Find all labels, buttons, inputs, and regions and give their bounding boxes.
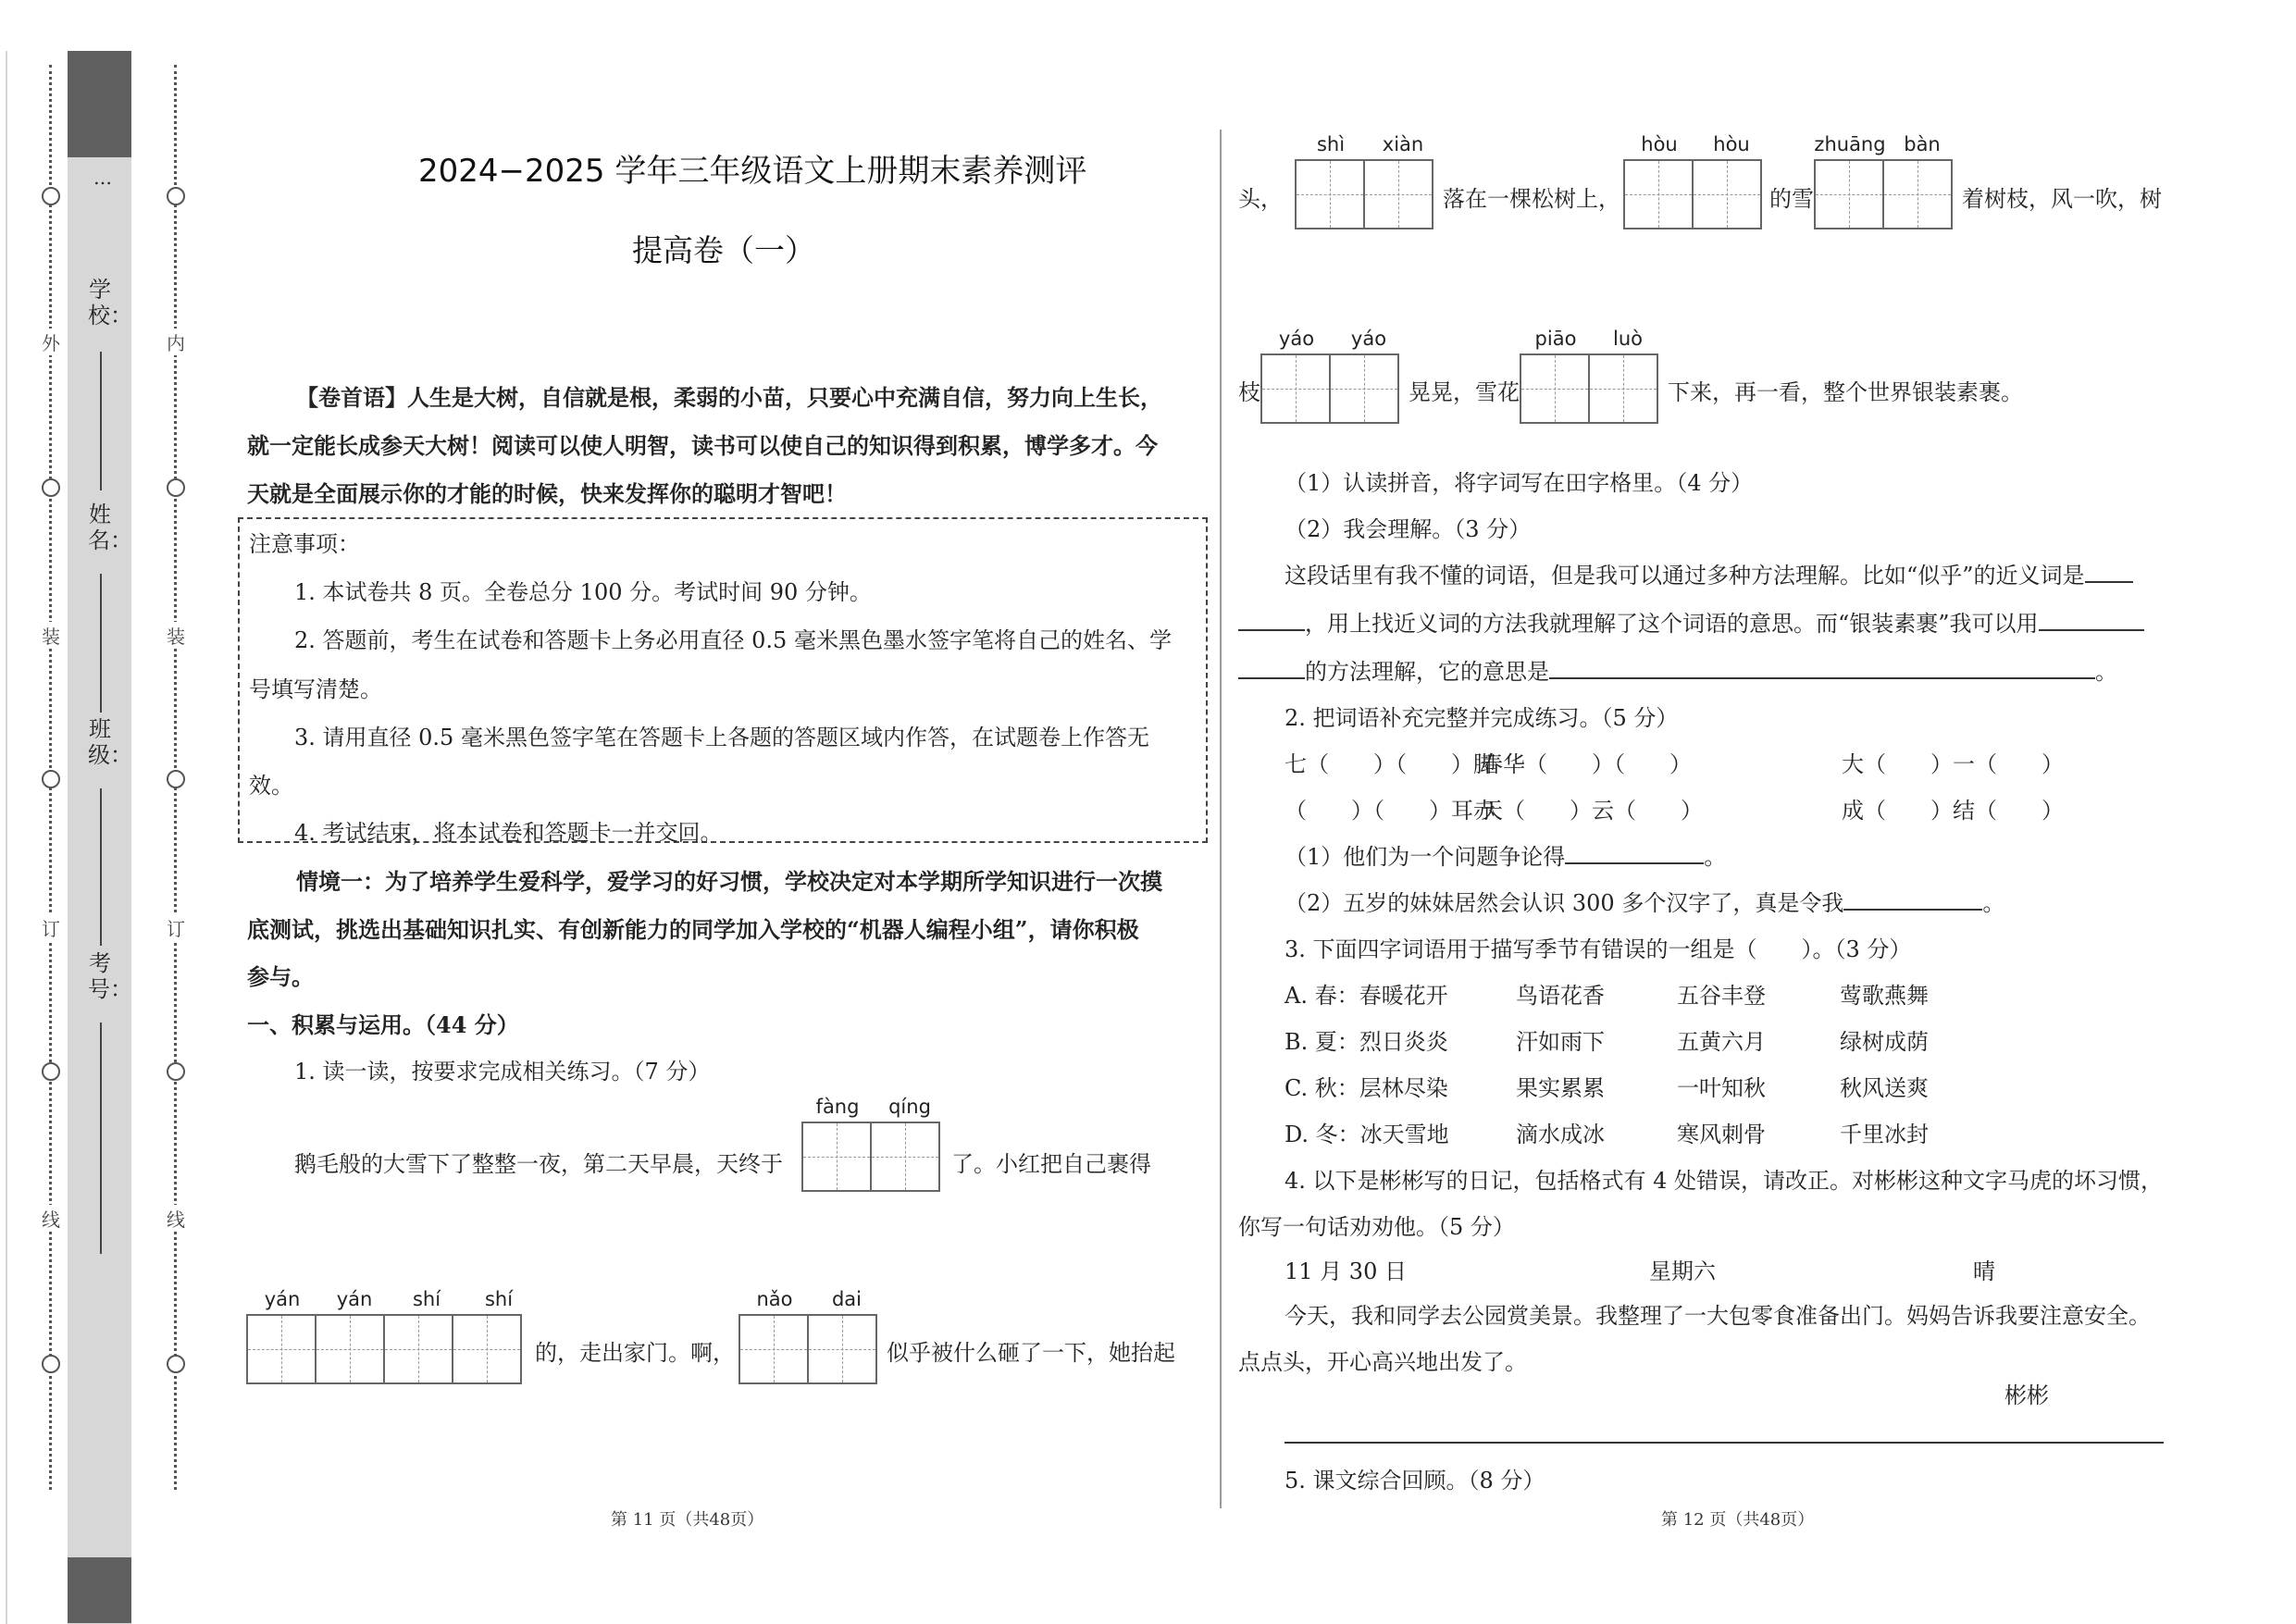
class-field[interactable] [100,788,102,946]
binding-circle [42,770,60,788]
tianzige-box[interactable] [1520,353,1590,424]
binding-circle [167,770,185,788]
tianzige-box[interactable] [1295,159,1365,229]
option-term: 寒风刺骨 [1677,1122,1766,1147]
passage-text: 似乎被什么砸了一下，她抬起 [887,1340,1175,1366]
diary-date: 11 月 30 日 [1285,1258,1407,1284]
pinyin: hòu [1713,133,1750,155]
tianzige-group [1520,353,1657,424]
subquestion-text [1285,557,2133,589]
subquestion: （1）认读拼音，将字词写在田字格里。（4 分） [1285,470,1754,496]
section-heading: 一、积累与运用。（44 分） [247,1011,519,1038]
tianzige-box[interactable] [1260,353,1331,424]
subquestion: （2）我会理解。（3 分） [1285,516,1532,542]
question-heading: 2. 把词语补充完整并完成练习。（5 分） [1285,705,1679,731]
tianzige-box[interactable] [1623,159,1694,229]
subquestion-text [1285,885,2004,917]
passage-text: 晃晃，雪花 [1409,379,1520,405]
binding-dark-bottom [68,1557,131,1623]
diary-body: 点点头，开心高兴地出发了。 [1238,1349,1527,1375]
tianzige-box[interactable] [315,1314,385,1384]
option-label[interactable]: D. 冬：冰天雪地 [1285,1122,1449,1147]
pinyin: yán [336,1288,373,1310]
pinyin: shí [412,1288,441,1310]
option-term: 绿树成荫 [1840,1029,1929,1055]
text: 。 [1704,844,1727,870]
notice-item: 3. 请用直径 0.5 毫米黑色签字笔在答题卡上各题的答题区域内作答，在试题卷上作答无 [294,725,1149,750]
pinyin-group [1295,133,1439,155]
pinyin: qíng [888,1096,931,1118]
question-heading: 你写一句话劝劝他。（5 分） [1238,1214,1515,1240]
text: ，用上找近义词的方法我就理解了这个词语的意思。而“银装素裹”我可以用 [1305,611,2039,637]
pinyin-group [801,1096,946,1118]
tianzige-group [246,1314,520,1384]
pinyin-group [1623,133,1768,155]
intro-line: 【卷首语】人生是大树，自信就是根，柔弱的小苗，只要心中充满自信，努力向上生长， [296,384,1162,411]
notice-item: 1. 本试卷共 8 页。全卷总分 100 分。考试时间 90 分钟。 [294,579,872,605]
intro-line: 就一定能长成参天大树！阅读可以使人明智，读书可以使自己的知识得到积累，博学多才。今 [247,432,1158,459]
binding-char: 内 [167,329,185,355]
scenario-line: 底测试，挑选出基础知识扎实、有创新能力的同学加入学校的“机器人编程小组”，请你积极 [247,916,1139,943]
text: （2）五岁的妹妹居然会认识 300 多个汉字了，真是令我 [1285,890,1844,916]
question-heading: 3. 下面四字词语用于描写季节有错误的一组是（ ）。（3 分） [1285,936,1912,962]
answer-line[interactable] [1285,1442,2164,1444]
pinyin: zhuāng [1814,133,1886,155]
name-field[interactable] [100,574,102,713]
tianzige-group [1623,159,1760,229]
passage-text: 的雪 [1769,186,1814,212]
notice-item: 4. 考试结束，将本试卷和答题卡一并交回。 [294,820,723,846]
pinyin-group [1260,328,1405,350]
binding-circle [42,1062,60,1081]
diary-body: 今天，我和同学去公园赏美景。我整理了一大包零食准备出门。妈妈告诉我要注意安全。 [1285,1303,2151,1329]
passage-text: 枝 [1238,379,1260,405]
pinyin: xiàn [1382,133,1424,155]
binding-circle [167,1355,185,1373]
diary-signature: 彬彬 [2004,1382,2049,1408]
option-term: 秋风送爽 [1840,1075,1929,1101]
notice-heading: 注意事项： [249,531,360,557]
binding-circle [167,1062,185,1081]
pinyin: nǎo [756,1288,793,1310]
binding-char: 装 [167,622,185,649]
question-heading: 1. 读一读，按要求完成相关练习。（7 分） [294,1059,711,1085]
pinyin: yáo [1278,328,1315,350]
exam-number-label: 考号： [88,950,132,1002]
tianzige-box[interactable] [870,1122,940,1192]
answer-blank[interactable] [2085,561,2133,583]
pinyin-group [738,1288,883,1310]
tianzige-box[interactable] [1814,159,1884,229]
pinyin-group [1520,328,1664,350]
text: 。 [1982,890,2005,916]
option-term: 汗如雨下 [1516,1029,1605,1055]
idiom-fill[interactable]: （ ）（ ）耳赤 [1285,798,1496,824]
binding-char: 装 [42,622,60,649]
scenario-line: 参与。 [247,963,314,990]
pinyin-group [1814,133,1958,155]
pinyin: yáo [1350,328,1387,350]
pinyin: piāo [1534,328,1577,350]
binding-dark-top [68,51,131,157]
option-label[interactable]: B. 夏：烈日炎炎 [1285,1029,1448,1055]
binding-char: 订 [42,914,60,941]
tianzige-box[interactable] [1363,159,1433,229]
subquestion-text [1238,653,2117,686]
scenario-line: 情境一：为了培养学生爱科学，爱学习的好习惯，学校决定对本学期所学知识进行一次摸 [296,868,1162,895]
idiom-fill[interactable]: 七（ ）（ ）脚 [1285,751,1496,777]
idiom-fill[interactable]: 大（ ）一（ ） [1842,751,2064,777]
binding-dots: … [93,167,112,189]
passage-text: 着树枝，风一吹，树 [1962,186,2162,212]
idiom-fill[interactable]: 天（ ）云（ ） [1481,798,1703,824]
text: 的方法理解，它的意思是 [1305,659,1549,685]
passage-text: 的，走出家门。啊， [535,1340,735,1366]
passage-text: 落在一棵松树上， [1443,186,1620,212]
intro-line: 天就是全面展示你的才能的时候，快来发挥你的聪明才智吧！ [247,480,847,507]
tianzige-box[interactable] [738,1314,809,1384]
binding-circle [167,187,185,205]
binding-char: 外 [42,329,60,355]
passage-text: 下来，再一看，整个世界银装素裹。 [1668,379,2023,405]
passage-text: 了。小红把自己裹得 [951,1151,1151,1177]
diary-weather: 晴 [1973,1258,1995,1284]
diary-weekday: 星期六 [1649,1258,1716,1284]
answer-blank[interactable] [1565,842,1704,864]
class-label: 班级： [88,716,132,768]
tianzige-box[interactable] [801,1122,872,1192]
pinyin: hòu [1641,133,1678,155]
tianzige-box[interactable] [1882,159,1953,229]
notice-item: 2. 答题前，考生在试卷和答题卡上务必用直径 0.5 毫米黑色墨水签字笔将自己的姓名、学 [294,627,1172,653]
binding-char: 订 [167,914,185,941]
option-term: 五谷丰登 [1677,983,1766,1009]
pinyin: shí [484,1288,514,1310]
pinyin: yán [264,1288,301,1310]
page-footer-left: 第 11 页（共48页） [611,1510,764,1530]
binding-char: 线 [42,1205,60,1232]
pinyin-group [246,1288,535,1310]
option-term: 滴水成冰 [1516,1122,1605,1147]
option-label[interactable]: C. 秋：层林尽染 [1285,1075,1448,1101]
pinyin: fàng [815,1096,860,1118]
option-term: 莺歌燕舞 [1840,983,1929,1009]
pinyin: luò [1613,328,1643,350]
binding-circle [42,187,60,205]
name-label: 姓名： [88,502,132,553]
subquestion-text [1285,838,1726,871]
option-term: 一叶知秋 [1677,1075,1766,1101]
tianzige-box[interactable] [246,1314,316,1384]
option-term: 果实累累 [1516,1075,1605,1101]
passage-text: 鹅毛般的大雪下了整整一夜，第二天早晨，天终于 [294,1151,783,1177]
tianzige-box[interactable] [1329,353,1399,424]
option-label[interactable]: A. 春：春暖花开 [1285,983,1448,1009]
answer-blank[interactable] [1843,888,1982,911]
text: 这段话里有我不懂的词语，但是我可以通过多种方法理解。比如“似乎”的近义词是 [1285,563,2085,589]
school-field[interactable] [100,352,102,490]
tianzige-group [801,1122,938,1192]
binding-char: 线 [167,1205,185,1232]
tianzige-box[interactable] [807,1314,877,1384]
pinyin: bàn [1904,133,1941,155]
answer-blank[interactable] [1238,657,1305,679]
option-term: 鸟语花香 [1516,983,1605,1009]
binding-circle [42,1355,60,1373]
notice-item: 效。 [249,773,293,799]
question-heading: 4. 以下是彬彬写的日记，包括格式有 4 处错误，请改正。对彬彬这种文字马虎的坏习惯， [1285,1168,2164,1194]
binding-circle [167,478,185,497]
tianzige-group [1260,353,1397,424]
notice-item: 号填写清楚。 [249,676,382,702]
page-divider [1220,130,1222,1508]
option-term: 千里冰封 [1840,1122,1929,1147]
page-footer-right: 第 12 页（共48页） [1661,1510,1815,1530]
question-heading: 5. 课文综合回顾。（8 分） [1285,1468,1545,1494]
binding-circle [42,478,60,497]
exam-title: 2024−2025 学年三年级语文上册期末素养测评 [418,153,1087,190]
idiom-fill[interactable]: 春华（ ）（ ） [1481,751,1692,777]
tianzige-box[interactable] [383,1314,453,1384]
option-term: 五黄六月 [1677,1029,1766,1055]
exam-subtitle: 提高卷（一） [632,232,815,268]
tianzige-box[interactable] [1692,159,1762,229]
notice-box [238,517,1208,843]
pinyin: shì [1316,133,1346,155]
tianzige-group [738,1314,875,1384]
text: 。 [2095,659,2117,685]
subquestion-text [1238,605,2144,638]
exam-number-field[interactable] [100,1023,102,1254]
idiom-fill[interactable]: 成（ ）结（ ） [1842,798,2064,824]
tianzige-group [1295,159,1432,229]
tianzige-group [1814,159,1951,229]
answer-blank[interactable] [1238,609,1305,631]
passage-text: 头， [1238,186,1283,212]
answer-blank[interactable] [1549,657,2095,679]
pinyin: dai [831,1288,863,1310]
text: （1）他们为一个问题争论得 [1285,844,1566,870]
tianzige-box[interactable] [1588,353,1658,424]
tianzige-box[interactable] [452,1314,522,1384]
answer-blank[interactable] [2039,609,2144,631]
school-label: 学校： [88,277,132,329]
